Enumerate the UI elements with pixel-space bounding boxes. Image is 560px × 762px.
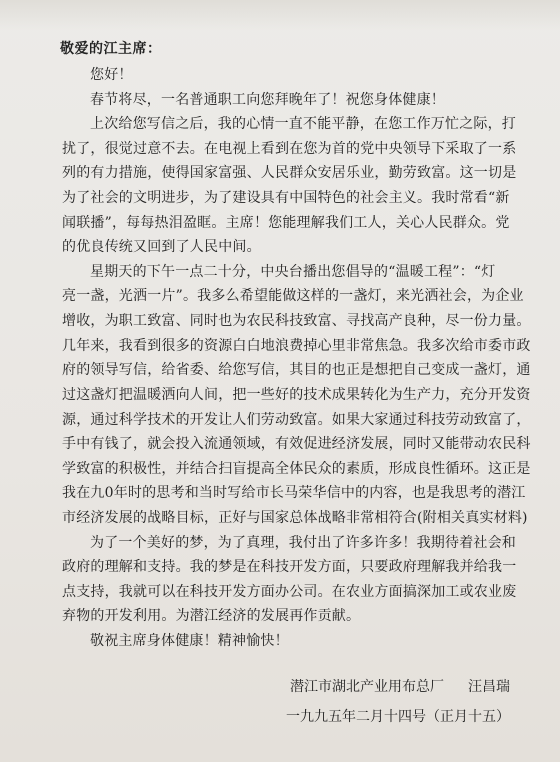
letter-line: 亮一盏，光洒一片”。我多么希望能做这样的一盏灯，来光洒社会，为企业 bbox=[62, 288, 524, 304]
letter-line: 为了一个美好的梦，为了真理，我付出了许多许多！我期待着社会和 bbox=[90, 535, 516, 551]
letter-line: 扰了，很觉过意不去。在电视上看到在您为首的党中央领导下采取了一系 bbox=[62, 141, 517, 157]
letter-line: 过这盏灯把温暖洒向人间，把一些好的技术成果转化为生产力，充分开发资 bbox=[62, 387, 531, 403]
letter-line: 为了社会的文明进步，为了建设具有中国特色的社会主义。我时常看“新 bbox=[62, 190, 510, 206]
letter-line: 学致富的积极性，并结合扫盲提高全体民众的素质，形成良性循环。这正是 bbox=[62, 461, 531, 477]
letter-salutation: 敬爱的江主席： bbox=[60, 41, 162, 57]
letter-signature bbox=[290, 676, 510, 696]
letter-line: 列的有力措施，使得国家富强、人民群众安居乐业，勤劳致富。这一切是 bbox=[62, 165, 517, 181]
letter-line: 几年来，我看到很多的资源白白地浪费掉心里非常焦急。我多次给市委市政 bbox=[62, 338, 531, 354]
letter-line: 弃物的开发利用。为潜江经济的发展再作贡献。 bbox=[62, 608, 361, 624]
letter-line: 增收，为职工致富、同时也为农民科技致富、寻找高产良种，尽一份力量。 bbox=[62, 313, 531, 329]
letter-line: 的优良传统又回到了人民中间。 bbox=[62, 239, 261, 255]
letter-line: 上次给您写信之后，我的心情一直不能平静，在您工作万忙之际，打 bbox=[90, 116, 516, 132]
letter-line: 手中有钱了，就会投入流通领域，有效促进经济发展，同时又能带动农民科 bbox=[62, 436, 531, 452]
letter-line: 点支持，我就可以在科技开发方面办公司。在农业方面搞深加工或农业废 bbox=[62, 584, 517, 600]
letter-line: 闻联播”，每每热泪盈眶。主席！您能理解我们工人，关心人民群众。党 bbox=[62, 215, 510, 231]
letter-line: 您好！ bbox=[90, 67, 133, 83]
letter-date: 一九九五年二月十四号（正月十五） bbox=[286, 709, 510, 725]
letter-line: 春节将尽，一名普通职工向您拜晚年了！祝您身体健康！ bbox=[90, 92, 445, 108]
letter-line: 政府的理解和支持。我的梦是在科技开发方面，只要政府理解我并给我一 bbox=[62, 559, 517, 575]
signature-name: 汪昌瑞 bbox=[468, 679, 510, 695]
paper-stain bbox=[0, 0, 560, 30]
letter-line: 星期天的下午一点二十分，中央台播出您倡导的“温暖工程”：“灯 bbox=[90, 264, 496, 280]
letter-line: 市经济发展的战略目标，正好与国家总体战略非常相符合(附相关真实材料) bbox=[62, 510, 528, 526]
signature-organization: 潜江市湖北产业用布总厂 bbox=[290, 679, 444, 695]
letter-line: 我在九0年时的思考和当时写给市长马荣华信中的内容，也是我思考的潜江 bbox=[62, 485, 526, 501]
letter-line: 敬祝主席身体健康！精神愉快！ bbox=[90, 633, 289, 649]
letter-line: 府的领导写信，给省委、给您写信，其目的也正是想把自己变成一盏灯，通 bbox=[62, 362, 531, 378]
letter-line: 源，通过科学技术的开发让人们劳动致富。如果大家通过科技劳动致富了， bbox=[62, 412, 531, 428]
